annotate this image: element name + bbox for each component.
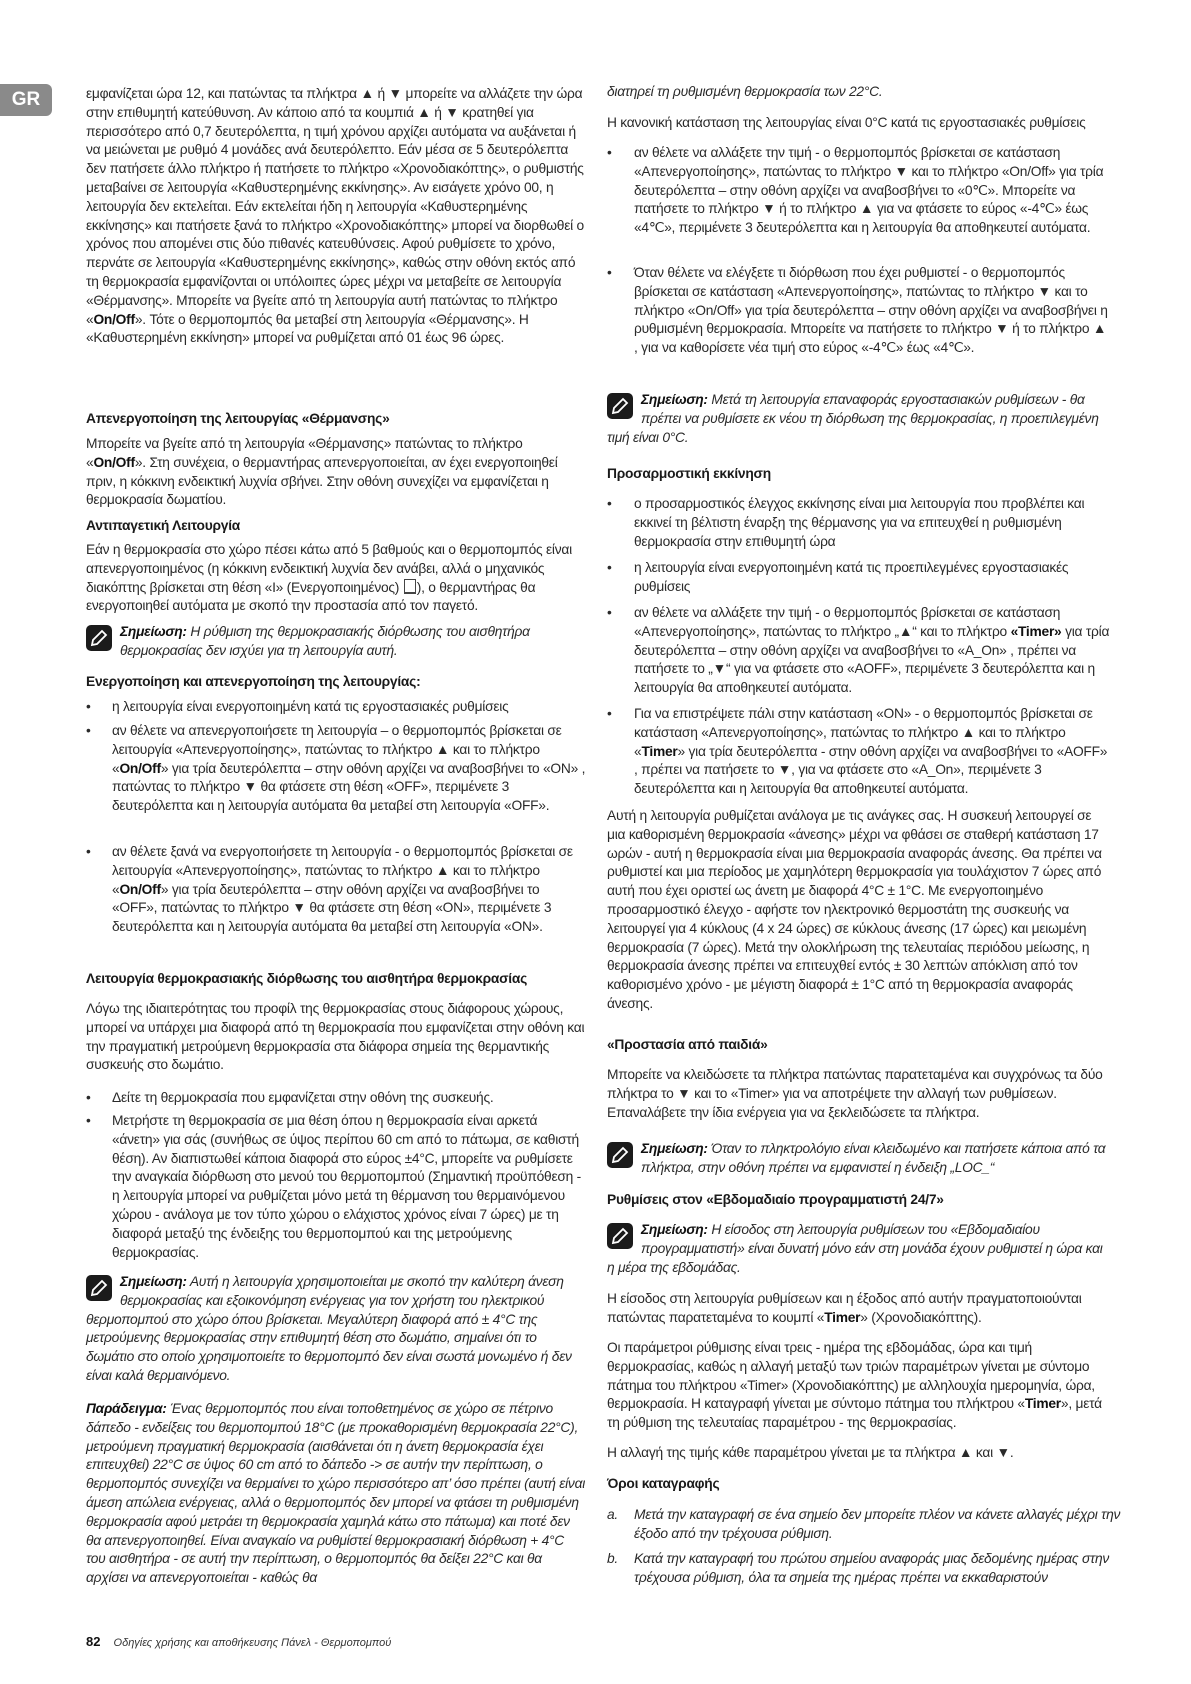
text-run: » για τρία δευτερόλεπτα - στην οθόνη αρχίζει να αναβοσβήνει το «AOFF» , πρέπει να πατήσετε το ▼, για να φτάσετε στο «A_On», περιμένετε 3 δευτερόλεπτα και η λειτουργία θα αποθηκευτεί αυτόματα. xyxy=(634,743,1108,797)
text-run: για τρία δευτερόλεπτα – στην οθόνη αρχίζει να αναβοσβήνει το «A_On» , πρέπει να πατήσετε το „▼“ για να φτάσετε στο «AOFF», περιμένετε 3 δευτερόλεπτα και η λειτουργία θα αποθηκευτεί αυτόματα. xyxy=(634,623,1110,696)
text-run: » για τρία δευτερόλεπτα – στην οθόνη αρχίζει να αναβοσβήνει το «OFF», πατώντας το πλήκτρο ▼ θα φτάσετε στη θέση «ON», περιμένετε 3 δευτερόλεπτα και η λειτουργία αυτόματα θα μεταβεί στη λειτουργία «ON». xyxy=(112,881,552,935)
paragraph-delayed-start xyxy=(86,85,586,348)
text-run: ». Στη συνέχεια, ο θερμαντήρας απενεργοποιείται, αν έχει ενεργοποιηθεί πριν, η κόκκινη ενδεικτική λυχνία σβήνει. Στην οθόνη συνεχίζει να εμφανίζεται η θερμοκρασία δωματίου. xyxy=(86,454,558,508)
text-run: Ένας θερμοπομπός που είναι τοποθετημένος σε χώρο σε πέτρινο δάπεδο - ενδείξεις του θερμοπομπού 18°C (με προκαθορισμένη θερμοκρασία 22°C), μετρούμενη πραγματική θερμοκρασία (αισθάνεται ότι η άνετη θερμοκρασία έχει επιτευχθεί) 22°C σε ύψος 60 cm από το δάπεδο -> σε αυτήν την περίπτωση, ο θερμοπομπός συνεχίζει να θερμαίνει το χώρο περισσότερο απ’ όσο πρέπει (αυτή είναι άμεση απώλεια ενέργειας, αλλά ο θερμοπομπός δεν μπορεί να φτάσει τη ρυθμισμένη θερμοκρασία αφού μετράει τη θερμοκρασία χαμηλά κάτω στο πάτωμα) και ποτέ δεν θα απενεργοποιηθεί. Είναι αναγκαίο να ρυθμίστεί θερμοκρασιακή διόρθωση + 4°C του αισθητήρα - σε αυτή την περίπτωση, ο θερμοπομπός θα δείξει 22°C και θα αρχίσει να απενεργοποιείται - καθώς θα xyxy=(86,1401,586,1586)
list-item xyxy=(86,1112,586,1262)
text-run: Αυτή η λειτουργία ρυθμίζεται ανάλογα με τις ανάγκες σας. Η συσκευή λειτουργεί σε μια καθορισμένη θερμοκρασία «άνεσης» μέχρι να φθάσει σε σταθερή κατάσταση 17 ωρών - αυτή η θερμοκρασία είναι μια θερμοκρασία αναφοράς άνεσης. Θα πρέπει να ρυθμιστεί και μια περίοδος με χαμηλότερη θερμοκρασία για τουλάχιστον 7 ώρες από αυτή που έχει οριστεί ως άνετη με διαφορά 4°C ± 1°C. Με ενεργοποιημένο προσαρμοστικό έλεγχο - αφήστε τον ηλεκτρονικό θερμοστάτη της συσκευής να λειτουργεί για 4 κύκλους (4 x 24 ώρες) σε κύκλους άνεσης (17 ώρες) και μειωμένη θερμοκρασία (7 ώρες). Μετά την ολοκλήρωση της τελευταίας περιόδου μείωσης, η θερμοκρασία άνεσης πρέπει να επιτευχθεί εντός ± 30 λεπτών απόκλιση από τον καθορισμένο χρόνο - με μέγιστη διαφορά ± 1°C από τη θερμοκρασία αναφοράς άνεσης. xyxy=(607,808,1102,1011)
note-pencil-icon xyxy=(607,1142,633,1168)
list-item xyxy=(86,722,586,816)
note-pencil-icon xyxy=(607,1223,633,1249)
list-text xyxy=(634,1507,1120,1541)
note-weekly xyxy=(607,1221,1110,1277)
text-run: », μετά τη ρύθμιση της τελευταίας παραμέτρου - της θερμοκρασίας. xyxy=(607,1396,1102,1431)
text-run: Λόγω της ιδιαιτερότητας του προφίλ της θερμοκρασίας στους διάφορους χώρους, μπορεί να υπάρχει μια διαφορά από τη θερμοκρασία που εμφανίζεται στην οθόνη και την πραγματική μετρούμενη θερμοκρασία στα διάφορα σημεία της θερμαντικής συσκευής στο δωμάτιο. xyxy=(86,1001,585,1073)
switch-on-icon xyxy=(404,579,416,594)
text-run: η λειτουργία είναι ενεργοποιημένη κατά τις εργοστασιακές ρυθμίσεις xyxy=(112,699,509,714)
note-text xyxy=(607,392,1099,445)
heading-child-lock: «Προστασία από παιδιά» xyxy=(607,1037,768,1052)
list-item xyxy=(607,264,1110,358)
bold-term: Παράδειγμα: xyxy=(86,1401,167,1416)
list-item xyxy=(86,1089,586,1108)
text-run: Η κανονική κατάσταση της λειτουργίας είναι 0°C κατά τις εργοστασιακές ρυθμίσεις xyxy=(607,115,1086,130)
paragraph-example xyxy=(86,1400,586,1588)
bold-term: On/Off xyxy=(119,760,161,776)
paragraph-weekly-params xyxy=(607,1339,1110,1433)
list-item xyxy=(86,843,586,937)
text-run: Όταν το πληκτρολόγιο είναι κλειδωμένο και πατήσετε κάποια από τα πλήκτρα, στην οθόνη πρέπει να εμφανιστεί η ένδειξη „LOC_“ xyxy=(641,1141,1106,1175)
text-run: Η είσοδος στη λειτουργία ρυθμίσεων του «Εβδομαδιαίου προγραμματιστή» είναι δυνατή μόνο εάν στη μονάδα έχουν ρυθμιστεί η ώρα και η μέρα της εβδομάδας. xyxy=(607,1222,1103,1275)
bold-term: Timer xyxy=(1024,1396,1061,1412)
list-item xyxy=(607,144,1110,238)
text-run: ), ο θερμαντήρας θα ενεργοποιηθεί αυτόματα με σκοπό την προστασία από τον παγετό. xyxy=(86,579,536,614)
note-correction xyxy=(86,1273,586,1386)
note-child-lock xyxy=(607,1140,1110,1178)
text-run: Δείτε τη θερμοκρασία που εμφανίζεται στην οθόνη της συσκευής. xyxy=(112,1090,494,1105)
paragraph-frost-protection xyxy=(86,541,586,616)
bold-term: Σημείωση: xyxy=(641,392,708,407)
note-pencil-icon xyxy=(86,625,112,651)
heading-adaptive-start: Προσαρμοστική εκκίνηση xyxy=(607,466,771,481)
text-run: Η είσοδος στη λειτουργία ρυθμίσεων και η έξοδος από αυτήν πραγματοποιούνται πατώντας παρατεταμένα το κουμπί « xyxy=(607,1291,1082,1325)
text-run: Εάν η θερμοκρασία στο χώρο πέσει κάτω από 5 βαθμούς και ο θερμοπομπός είναι απενεργοποιημένος (η κόκκινη ενδεικτική λυχνία δεν ανάβει, αλλά ο μηχανικός διακόπτης βρίσκεται στη θέση «I» (Ενεργοποιημένος) xyxy=(86,542,572,595)
text-run: » για τρία δευτερόλεπτα – στην οθόνη αρχίζει να αναβοσβήνει το «ON» , πατώντας το πλήκτρο ▼ θα φτάσετε στη θέση «OFF», περιμένετε 3 δευτερόλεπτα και η λειτουργία αυτόματα θα μεταβεί στη λειτουργία «OFF». xyxy=(112,760,586,814)
text-run: Η ρύθμιση της θερμοκρασιακής διόρθωσης του αισθητήρα θερμοκρασίας δεν ισχύει για τη λειτουργία αυτή. xyxy=(120,624,530,658)
heading-sensor-correction: Λειτουργία θερμοκρασιακής διόρθωσης του αισθητήρα θερμοκρασίας xyxy=(86,971,528,986)
note-frost xyxy=(86,623,586,661)
bold-term: On/Off xyxy=(93,454,135,470)
list-text xyxy=(634,1551,1109,1585)
footer-title: Οδηγίες χρήσης και αποθήκευσης Πάνελ - Θερμοπομπού xyxy=(113,1637,392,1649)
note-reset xyxy=(607,391,1110,447)
text-run: Όταν θέλετε να ελέγξετε τι διόρθωση που έχει ρυθμιστεί - ο θερμοπομπός βρίσκεται σε κατάσταση «Απενεργοποίησης», πατώντας το πλήκτρο ▼ και το πλήκτρο «On/Off» για τρία δευτερόλεπτα – στην οθόνη αρχίζει να αναβοσβήνει η ρυθμισμένη θερμοκρασία. Μπορείτε να πατήσετε το πλήκτρο ▼ ή το πλήκτρο ▲ , για να καθορίσετε νέα τιμή στο εύρος «-4℃» έως «4℃». xyxy=(634,265,1108,356)
bold-term: Σημείωση: xyxy=(641,1222,708,1237)
language-tab: GR xyxy=(0,84,52,116)
bold-term: Σημείωση: xyxy=(120,1274,187,1289)
heading-enable-disable: Ενεργοποίηση και απενεργοποίηση της λειτουργίας: xyxy=(86,674,421,689)
text-run: ο προσαρμοστικός έλεγχος εκκίνησης είναι μια λειτουργία που προβλέπει και εκκινεί τη βέλτιστη έναρξη της θέρμανσης για να επιτευχθεί η ρυθμισμένη θερμοκρασία στην επιθυμητή ώρα xyxy=(634,496,1085,549)
page-footer xyxy=(86,1634,391,1651)
paragraph-adaptive xyxy=(607,807,1110,1014)
text-run: αν θέλετε να αλλάξετε την τιμή - ο θερμοπομπός βρίσκεται σε κατάσταση «Απενεργοποίησης», πατώντας το πλήκτρο ▼ και το πλήκτρο «On/Off» για τρία δευτερόλεπτα – στην οθόνη αρχίζει να αναβοσβήνει το «0℃». Μπορείτε να πατήσετε το πλήκτρο ▼ ή το πλήκτρο ▲ για να φτάσετε το εύρος «-4℃» έως «4℃», περιμένετε 3 δευτερόλεπτα και η λειτουργία θα αποθηκευτεί αυτόματα. xyxy=(634,145,1104,236)
text-run: εμφανίζεται ώρα 12, και πατώντας τα πλήκτρα ▲ ή ▼ μπορείτε να αλλάζετε την ώρα στην επιθυμητή κατεύθυνση. Αν κάποιο από τα κουμπιά ▲ ή ▼ κρατηθεί για περισσότερο από 0,7 δευτερόλεπτα, η τιμή χρόνου αρχίζει αυτόματα να αυξάνεται ή να μειώνεται με ρυθμό 4 μονάδες ανά δευτερόλεπτο. Εάν μέσα σε 5 δευτερόλεπτα δεν πατήσετε άλλο πλήκτρο ή πατήσετε το πλήκτρο «Χρονοδιακόπτης», ο ρυθμιστής μεταβαίνει σε λειτουργία «Καθυστερημένης εκκίνησης». Αν εισάγετε χρόνο 00, η λειτουργία δεν εκτελείται. Εάν εκτελείται ήδη η λειτουργία «Καθυστερημένης εκκίνησης» και πατήσετε ξανά το πλήκτρο «Χρονοδιακόπτης» μπορεί να διορθωθεί ο χρόνος που απομένει στις δύο πιθανές κατευθύνσεις. Αφού ρυθμίσετε το χρόνο, περνάτε σε λειτουργία «Καθυστερημένης εκκίνησης», καθώς στην οθόνη εκτός από τη θερμοκρασία εμφανίζονται οι υπόλοιπες ώρες μέχρι να μεταβείτε σε λειτουργία «Θέρμανσης». Μπορείτε να βγείτε από τη λειτουργία αυτή πατώντας το πλήκτρο « xyxy=(86,86,584,327)
note-text xyxy=(86,1274,572,1383)
note-text xyxy=(120,624,530,658)
text-run: Μπορείτε να βγείτε από τη λειτουργία «Θέρμανσης» πατώντας το πλήκτρο « xyxy=(86,436,523,470)
paragraph-child-lock xyxy=(607,1066,1110,1122)
bold-term: On/Off xyxy=(93,311,135,327)
paragraph-weekly-keys xyxy=(607,1444,1110,1463)
heading-recording-terms: Όροι καταγραφής xyxy=(607,1476,720,1491)
list-label: b. xyxy=(607,1551,619,1566)
text-run: Μετά τη λειτουργία επαναφοράς εργοστασιακών ρυθμίσεων - θα πρέπει να ρυθμίσετε εκ νέου τη διόρθωση της θερμοκρασίας, η προεπιλεγμένη τιμή είναι 0°C. xyxy=(607,392,1099,445)
note-text xyxy=(641,1141,1105,1175)
list-item xyxy=(607,1506,1137,1544)
text-run: Μπορείτε να κλειδώσετε τα πλήκτρα πατώντας παρατεταμένα και συγχρόνως τα δύο πλήκτρα το ▼ και το «Timer» για να αποτρέψετε την αλλαγή των ρυθμίσεων. Επαναλάβετε την ίδια ενέργεια για να ξεκλειδώσετε τα πλήκτρα. xyxy=(607,1067,1103,1120)
paragraph-disable-heating xyxy=(86,435,586,510)
text-run: » (Χρονοδιακόπτης). xyxy=(860,1309,982,1325)
list-item xyxy=(86,698,586,717)
text-run: αν θέλετε να απενεργοποιήσετε τη λειτουργία – ο θερμοπομπός βρίσκεται σε λειτουργία «Απενεργοποίησης», πατώντας το πλήκτρο ▲ και το πλήκτρο « xyxy=(112,723,562,776)
text-run: η λειτουργία είναι ενεργοποιημένη κατά τις προεπιλεγμένες εργοστασιακές ρυθμίσεις xyxy=(634,560,1069,594)
bold-term: Σημείωση: xyxy=(641,1141,708,1156)
text-run: Αυτή η λειτουργία χρησιμοποιείται με σκοπό την καλύτερη άνεση θερμοκρασίας και εξοικονόμηση ενέργειας για τον χρήστη του ηλεκτρικού θερμοπομπού στο χώρο όπου βρίσκεται. Μεγαλύτερη διαφορά από ± 4°C της μετρούμενης θερμοκρασίας στην επιθυμητή θέση στο δωμάτιο, σημαίνει ότι το δωμάτιο στο οποίο χρησιμοποιείτε το θερμοπομπό δεν είναι σωστά μονωμένο ή δεν είναι καλά θερμαινόμενο. xyxy=(86,1274,572,1383)
heading-frost-protection: Αντιπαγετική Λειτουργία xyxy=(86,518,241,533)
text-run: Μετρήστε τη θερμοκρασία σε μια θέση όπου η θερμοκρασία είναι αρκετά «άνετη» για σάς (συνήθως σε ύψος περίπου 60 cm από το πάτωμα, σε καθιστή θέση). Αν διαπιστωθεί κάποια διαφορά στο εύρος ±4°C, μπορείτε να ρυθμίσετε την αναγκαία διόρθωση στο μενού του θερμοπομπού (Σημαντική προϋπόθεση - η λειτουργία μπορεί να ρυθμίζεται μόνο μετά τη θέρμανση του θερμαινόμενου χώρου - ανάλογα με τον τύπο χώρου ο ελάχιστος χρόνος είναι 7 ώρες) με τη διαφορά μεταξύ της ένδειξης του θερμοπομπού και της μετρούμενης θερμοκρασίας. xyxy=(112,1113,581,1260)
list-label: a. xyxy=(607,1507,619,1522)
list-item xyxy=(607,705,1110,799)
bold-term: Timer xyxy=(824,1309,861,1325)
text-run: Κατά την καταγραφή του πρώτου σημείου αναφοράς μιας δεδομένης ημέρας στην τρέχουσα ρύθμιση, όλα τα σημεία της ημέρας πρέπει να εκκαθαριστούν xyxy=(634,1551,1110,1585)
note-pencil-icon xyxy=(607,393,633,419)
list-item xyxy=(607,559,1110,597)
text-run: Μετά την καταγραφή σε ένα σημείο δεν μπορείτε πλέον να κάνετε αλλαγές μέχρι την έξοδο από την τρέχουσα ρύθμιση. xyxy=(634,1507,1121,1541)
list-item xyxy=(607,1550,1137,1588)
note-text xyxy=(607,1222,1103,1275)
list-item xyxy=(607,604,1110,698)
bold-term: On/Off xyxy=(119,881,161,897)
text-run: αν θέλετε ξανά να ενεργοποιήσετε τη λειτουργία - ο θερμοπομπός βρίσκεται σε λειτουργία «Απενεργοποίησης», πατώντας το πλήκτρο ▲ και το πλήκτρο « xyxy=(112,844,573,897)
list-item xyxy=(607,495,1110,551)
paragraph-continued xyxy=(607,83,1110,102)
bold-term: «Timer» xyxy=(1010,623,1062,639)
heading-disable-heating: Απενεργοποίηση της λειτουργίας «Θέρμανσης» xyxy=(86,411,390,426)
bold-term: Σημείωση: xyxy=(120,624,187,639)
text-run: ». Τότε ο θερμοπομπός θα μεταβεί στη λειτουργία «Θέρμανσης». Η «Καθυστερημένη εκκίνηση» μπορεί να ρυθμίζεται από 01 έως 96 ώρες. xyxy=(86,311,529,346)
page-number: 82 xyxy=(86,1634,101,1649)
bold-term: Timer xyxy=(641,743,678,759)
text-run: αν θέλετε να αλλάξετε την τιμή - ο θερμοπομπός βρίσκεται σε κατάσταση «Απενεργοποίησης», πατώντας το πλήκτρο „▲“ και το πλήκτρο xyxy=(634,605,1061,639)
paragraph-normal-state xyxy=(607,114,1110,133)
text-run: Η αλλαγή της τιμής κάθε παραμέτρου γίνεται με τα πλήκτρα ▲ και ▼. xyxy=(607,1445,1014,1460)
text-run: διατηρεί τη ρυθμισμένη θερμοκρασία των 22°C. xyxy=(607,84,883,99)
paragraph-sensor-correction xyxy=(86,1000,586,1075)
text-run: Οι παράμετροι ρύθμισης είναι τρεις - ημέρα της εβδομάδας, ώρα και τιμή θερμοκρασίας, καθώς η αλλαγή μεταξύ των τριών παραμέτρων γίνεται με σύντομο πάτημα του πλήκτρου «Timer» (Χρονοδιακόπτης) με αλληλουχία ημερομηνία, ώρα, θερμοκρασία. Η καταγραφή γίνεται με σύντομο πάτημα του πλήκτρου « xyxy=(607,1340,1095,1412)
paragraph-weekly-entry xyxy=(607,1290,1110,1328)
text-run: Για να επιστρέψετε πάλι στην κατάσταση «ON» - ο θερμοπομπός βρίσκεται σε κατάσταση «Απενεργοποίησης», πατώντας το πλήκτρο ▲ και το πλήκτρο « xyxy=(634,706,1093,759)
note-pencil-icon xyxy=(86,1275,112,1301)
heading-weekly-programmer: Ρυθμίσεις στον «Εβδομαδιαίο προγραμματιστή 24/7» xyxy=(607,1192,944,1207)
